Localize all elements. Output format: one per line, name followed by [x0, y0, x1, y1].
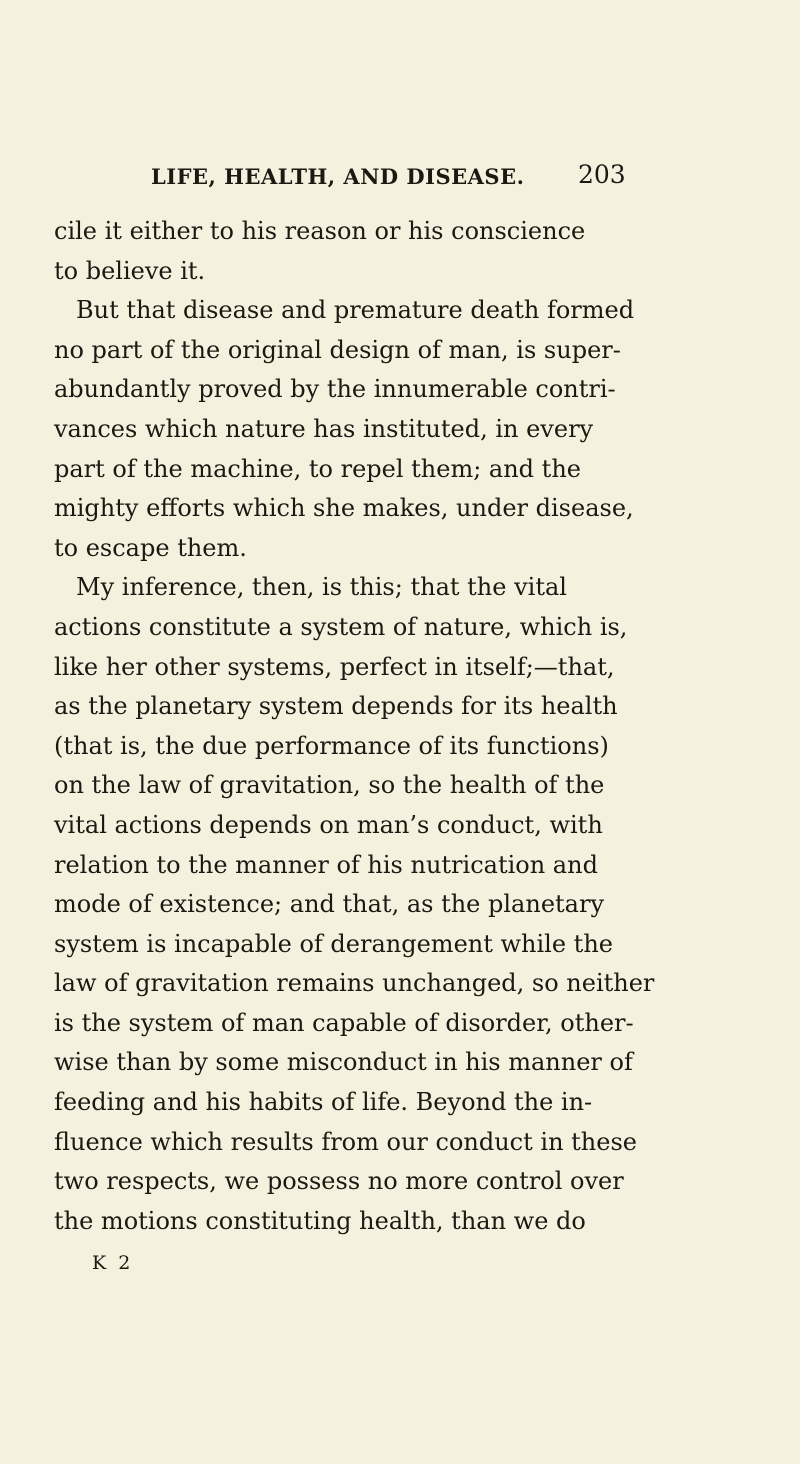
text-line: two respects, we possess no more control over [54, 1167, 624, 1196]
text-line: mighty efforts which she makes, under disease, [54, 494, 634, 523]
text-line: on the law of gravitation, so the health of the [54, 771, 605, 800]
running-head [0, 160, 800, 194]
text-line: feeding and his habits of life. Beyond the in- [54, 1088, 593, 1117]
paragraph-start-line: But that disease and premature death formed [76, 296, 635, 325]
text-line: vital actions depends on man’s conduct, with [54, 810, 603, 839]
paragraph-start-line: My inference, then, is this; that the vital [76, 573, 567, 602]
body-text [54, 212, 714, 1241]
text-line: to believe it. [54, 256, 206, 285]
text-line: the motions constituting health, than we do [54, 1206, 586, 1235]
text-line: system is incapable of derangement while the [54, 929, 613, 958]
text-line: actions constitute a system of nature, which is, [54, 612, 628, 641]
text-line: no part of the original design of man, is super- [54, 335, 621, 364]
text-line: cile it either to his reason or his conscience [54, 217, 586, 245]
text-line: vances which nature has instituted, in every [54, 414, 594, 443]
text-line: mode of existence; and that, as the planetary [54, 890, 605, 919]
page-number: 203 [578, 160, 626, 189]
text-line: law of gravitation remains unchanged, so neither [54, 969, 655, 998]
text-line: to escape them. [54, 533, 247, 562]
text-line: is the system of man capable of disorder, other- [54, 1008, 634, 1037]
signature-mark: K 2 [92, 1252, 134, 1274]
text-line: fluence which results from our conduct in these [54, 1127, 637, 1156]
text-line: wise than by some misconduct in his manner of [54, 1048, 633, 1077]
text-line: (that is, the due performance of its functions) [54, 731, 609, 760]
text-line: part of the machine, to repel them; and the [54, 454, 581, 483]
text-line: abundantly proved by the innumerable contri- [54, 375, 616, 404]
running-title: LIFE, HEALTH, AND DISEASE. [151, 164, 525, 189]
text-line: relation to the manner of his nutrication and [54, 850, 598, 879]
text-line: like her other systems, perfect in itself;—that, [54, 652, 615, 681]
text-line: as the planetary system depends for its health [54, 692, 618, 721]
